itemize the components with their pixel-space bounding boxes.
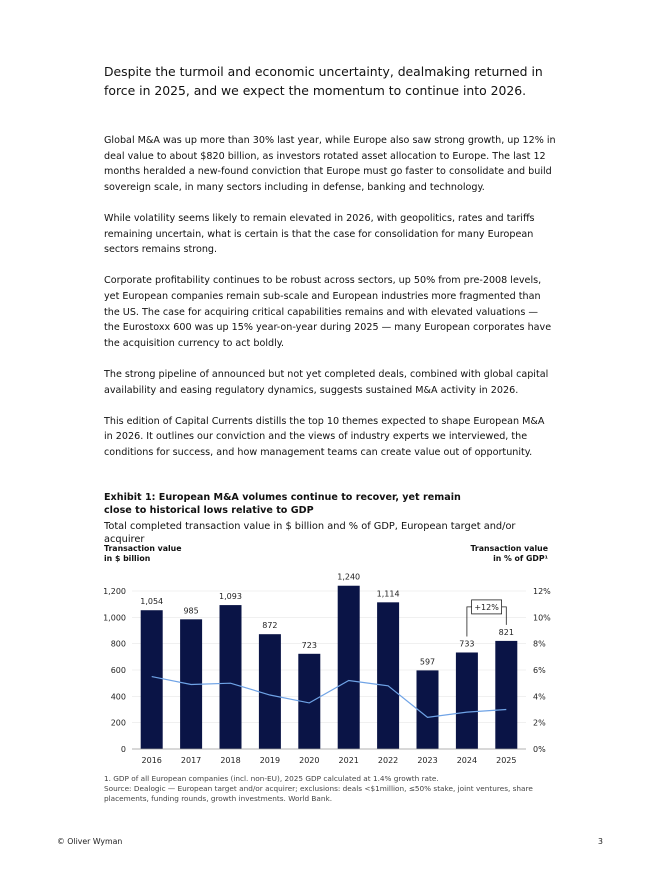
left-axis-tick-label: 800 xyxy=(110,639,126,649)
right-axis-title-line: in % of GDP¹ xyxy=(493,554,548,563)
bar-value-label: 733 xyxy=(459,639,475,649)
x-axis-tick-label: 2016 xyxy=(141,756,162,765)
x-axis-tick-label: 2018 xyxy=(220,756,241,765)
bar-value-label: 1,240 xyxy=(337,572,361,582)
paragraph: The strong pipeline of announced but not yet completed deals, combined with global capital availability and easing regulatory dynamics, suggests sustained M&A activity in 2026. xyxy=(104,368,549,396)
exhibit-subtitle: Total completed transaction value in $ billion and % of GDP, European target and/or acquirer xyxy=(104,521,516,545)
bar-value-label: 1,114 xyxy=(376,589,400,599)
right-axis-tick-label: 6% xyxy=(533,666,546,675)
paragraph: This edition of Capital Currents distills the top 10 themes expected to shape European M&A in 2026. It outlines our conviction and the views of industry experts we interviewed, the conditions for success, and how management teams can create value out of opportunity. xyxy=(104,415,545,458)
gdp-share-line xyxy=(152,677,507,718)
bar-2016 xyxy=(141,610,163,749)
left-axis-tick-label: 600 xyxy=(110,666,126,675)
growth-badge-label: +12% xyxy=(474,602,499,612)
bar-2022 xyxy=(377,602,399,749)
bar-value-label: 985 xyxy=(183,606,199,616)
bar-value-label: 1,054 xyxy=(140,597,164,607)
left-axis-title xyxy=(104,544,182,564)
x-axis-tick-label: 2020 xyxy=(299,756,320,765)
left-axis-tick-label: 0 xyxy=(120,745,126,754)
bar-value-label: 872 xyxy=(262,621,278,631)
bar-value-label: 821 xyxy=(498,627,514,637)
bar-2019 xyxy=(259,634,281,749)
page-number: 3 xyxy=(598,837,603,846)
paragraph: Corporate profitability continues to be robust across sectors, up 50% from pre-2008 levels, yet European companies remain sub-scale and European industries more fragmented than the US. The case for acquiring critical capabilities remains and with elevated valuations — the Eurostoxx 600 was up 15% year-on-year during 2025 — many European corporates have the acquisition currency to act boldly. xyxy=(104,275,552,349)
left-axis-title-line: Transaction value xyxy=(104,544,182,553)
left-axis-tick-label: 200 xyxy=(110,718,126,728)
x-axis-tick-label: 2025 xyxy=(496,756,517,765)
x-axis-tick-label: 2021 xyxy=(338,756,359,765)
left-axis-tick-label: 1,200 xyxy=(103,587,126,596)
bar-value-label: 723 xyxy=(301,640,317,650)
bar-2023 xyxy=(417,670,439,749)
left-axis-tick-label: 1,000 xyxy=(103,613,126,623)
exhibit-title: Exhibit 1: European M&A volumes continue to recover, yet remain close to historical lows relative to GDP xyxy=(104,492,461,516)
right-axis-tick-label: 12% xyxy=(533,587,551,596)
footnote-gdp: 1. GDP of all European companies (incl. non-EU), 2025 GDP calculated at 1.4% growth rate. xyxy=(104,774,439,783)
right-axis-tick-label: 8% xyxy=(533,639,546,649)
x-axis-tick-label: 2017 xyxy=(180,756,202,765)
left-axis-tick-label: 400 xyxy=(110,692,126,702)
x-axis-tick-label: 2023 xyxy=(417,756,438,765)
footer-copyright: © Oliver Wyman xyxy=(57,837,123,846)
bar-2018 xyxy=(220,605,242,749)
ma-volume-chart xyxy=(96,562,566,770)
bar-value-label: 597 xyxy=(419,657,436,667)
right-axis-title-line: Transaction value xyxy=(470,544,548,553)
right-axis-title xyxy=(430,544,548,564)
footnote-source: Source: Dealogic — European target and/or acquirer; exclusions: deals <$1million, ≤50% stake, joint ventures, share placements, funding rounds, growth investments. World Bank. xyxy=(104,784,533,804)
paragraph: While volatility seems likely to remain elevated in 2026, with geopolitics, rates and tariffs remaining uncertain, what is certain is that the case for consolidation for many European sectors remains strong. xyxy=(104,212,535,256)
bar-2024 xyxy=(456,652,478,749)
right-axis-tick-label: 10% xyxy=(533,613,551,623)
left-axis-title-line: in $ billion xyxy=(104,554,151,563)
right-axis-tick-label: 4% xyxy=(533,692,546,702)
x-axis-tick-label: 2024 xyxy=(456,756,478,765)
right-axis-tick-label: 2% xyxy=(533,718,546,728)
intro-statement: Despite the turmoil and economic uncertainty, dealmaking returned in force in 2025, and we expect the momentum to continue into 2026. xyxy=(104,64,543,98)
body-text xyxy=(104,133,556,476)
paragraph: Global M&A was up more than 30% last year, while Europe also saw strong growth, up 12% in deal value to about $820 billion, as investors rotated asset allocation to Europe. The last 12 months heralded a new-found conviction that Europe must go faster to consolidate and build sovereign scale, in many sectors including in defense, banking and technology. xyxy=(104,135,556,193)
bar-2025 xyxy=(495,641,517,749)
x-axis-tick-label: 2022 xyxy=(377,756,399,765)
bar-2021 xyxy=(338,586,360,749)
right-axis-tick-label: 0% xyxy=(533,745,546,754)
bar-value-label: 1,093 xyxy=(219,592,242,602)
x-axis-tick-label: 2019 xyxy=(259,756,281,765)
footnotes xyxy=(104,774,560,805)
